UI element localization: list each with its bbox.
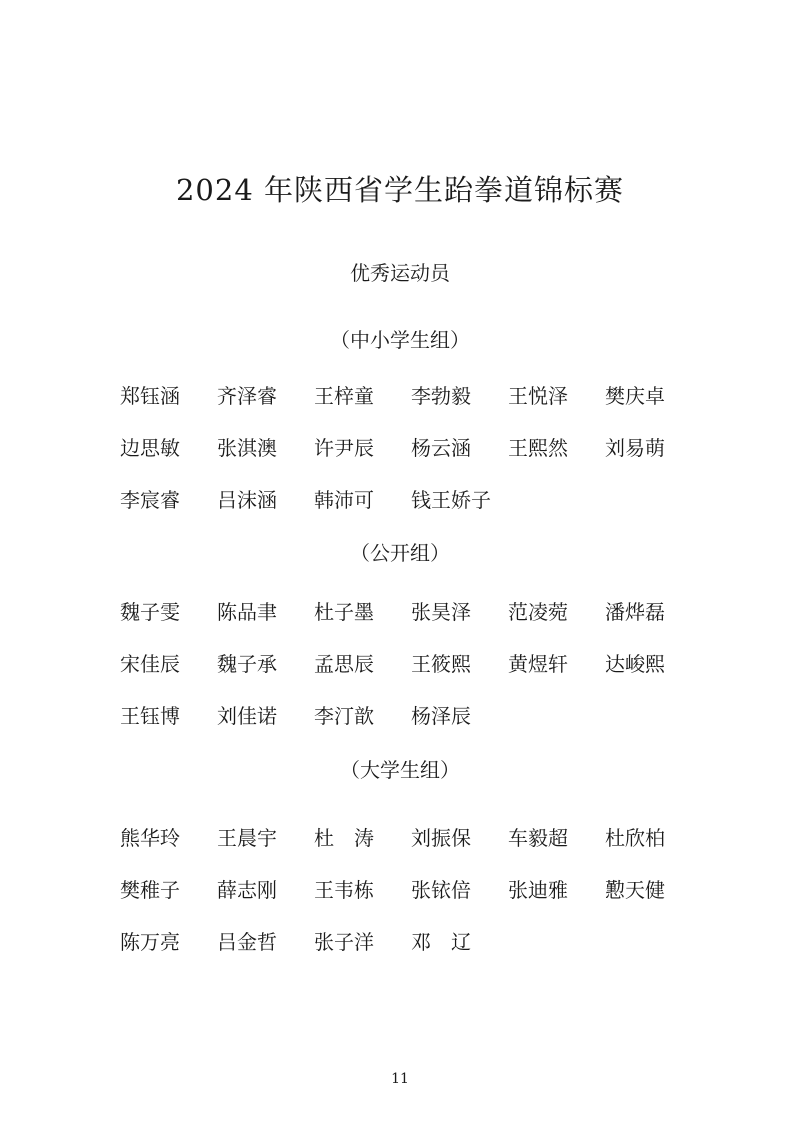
athlete-name: 潘烨磊 (605, 600, 665, 624)
athlete-name: 李宸睿 (120, 488, 180, 512)
athlete-name: 黄煜轩 (508, 652, 568, 676)
athlete-name: 杨泽辰 (411, 704, 471, 728)
names-grid-open (120, 586, 720, 742)
athlete-name: 李勃毅 (411, 384, 471, 408)
athlete-name: 王梓童 (314, 384, 374, 408)
athlete-name: 许尹辰 (314, 436, 374, 460)
name-row (120, 812, 720, 864)
athlete-name: 张铱倍 (411, 878, 471, 902)
athlete-name: 魏子承 (217, 652, 277, 676)
athlete-name: 魏子雯 (120, 600, 180, 624)
athlete-name: 熊华玲 (120, 826, 180, 850)
athlete-name: 薛志刚 (217, 878, 277, 902)
athlete-name: 吕沫涵 (217, 488, 277, 512)
athlete-name: 杜子墨 (314, 600, 374, 624)
group-title-primary-secondary: （中小学生组） (330, 328, 470, 352)
athlete-name: 王韦栋 (314, 878, 374, 902)
athlete-name: 陈万亮 (120, 930, 180, 954)
athlete-name: 范凌菀 (508, 600, 568, 624)
athlete-name: 齐泽睿 (217, 384, 277, 408)
page-title: 2024 年陕西省学生跆拳道锦标赛 (175, 173, 625, 207)
athlete-name: 王悦泽 (508, 384, 568, 408)
name-row (120, 586, 720, 638)
athlete-name: 宋佳辰 (120, 652, 180, 676)
name-row (120, 370, 720, 422)
athlete-name: 张淇澳 (217, 436, 277, 460)
athlete-name: 李汀歆 (314, 704, 374, 728)
athlete-name: 樊庆卓 (605, 384, 665, 408)
names-grid-university (120, 812, 720, 968)
athlete-name: 樊稚子 (120, 878, 180, 902)
name-row (120, 864, 720, 916)
athlete-name: 张昊泽 (411, 600, 471, 624)
athlete-name: 杜欣柏 (605, 826, 665, 850)
athlete-name: 孟思辰 (314, 652, 374, 676)
athlete-name: 刘振保 (411, 826, 471, 850)
athlete-name: 杨云涵 (411, 436, 471, 460)
name-row (120, 638, 720, 690)
athlete-name: 韩沛可 (314, 488, 374, 512)
name-row (120, 422, 720, 474)
athlete-name: 车毅超 (508, 826, 568, 850)
athlete-name: 达峻熙 (605, 652, 665, 676)
group-title-university: （大学生组） (340, 758, 460, 782)
names-grid-primary-secondary (120, 370, 720, 526)
athlete-name: 王晨宇 (217, 826, 277, 850)
group-title-open: （公开组） (350, 541, 450, 565)
athlete-name: 郑钰涵 (120, 384, 180, 408)
athlete-name: 懃天健 (605, 878, 665, 902)
athlete-name: 杜 涛 (314, 826, 374, 850)
athlete-name: 王熙然 (508, 436, 568, 460)
page-number: 11 (391, 1071, 409, 1087)
athlete-name: 钱王娇子 (411, 488, 491, 512)
section-subtitle: 优秀运动员 (350, 261, 450, 285)
athlete-name: 王钰博 (120, 704, 180, 728)
athlete-name: 王筱熙 (411, 652, 471, 676)
athlete-name: 刘佳诺 (217, 704, 277, 728)
name-row (120, 474, 720, 526)
athlete-name: 陈品聿 (217, 600, 277, 624)
name-row (120, 690, 720, 742)
athlete-name: 吕金哲 (217, 930, 277, 954)
athlete-name: 刘易萌 (605, 436, 665, 460)
name-row (120, 916, 720, 968)
athlete-name: 边思敏 (120, 436, 180, 460)
athlete-name: 张迪雅 (508, 878, 568, 902)
athlete-name: 邓 辽 (411, 930, 471, 954)
athlete-name: 张子洋 (314, 930, 374, 954)
